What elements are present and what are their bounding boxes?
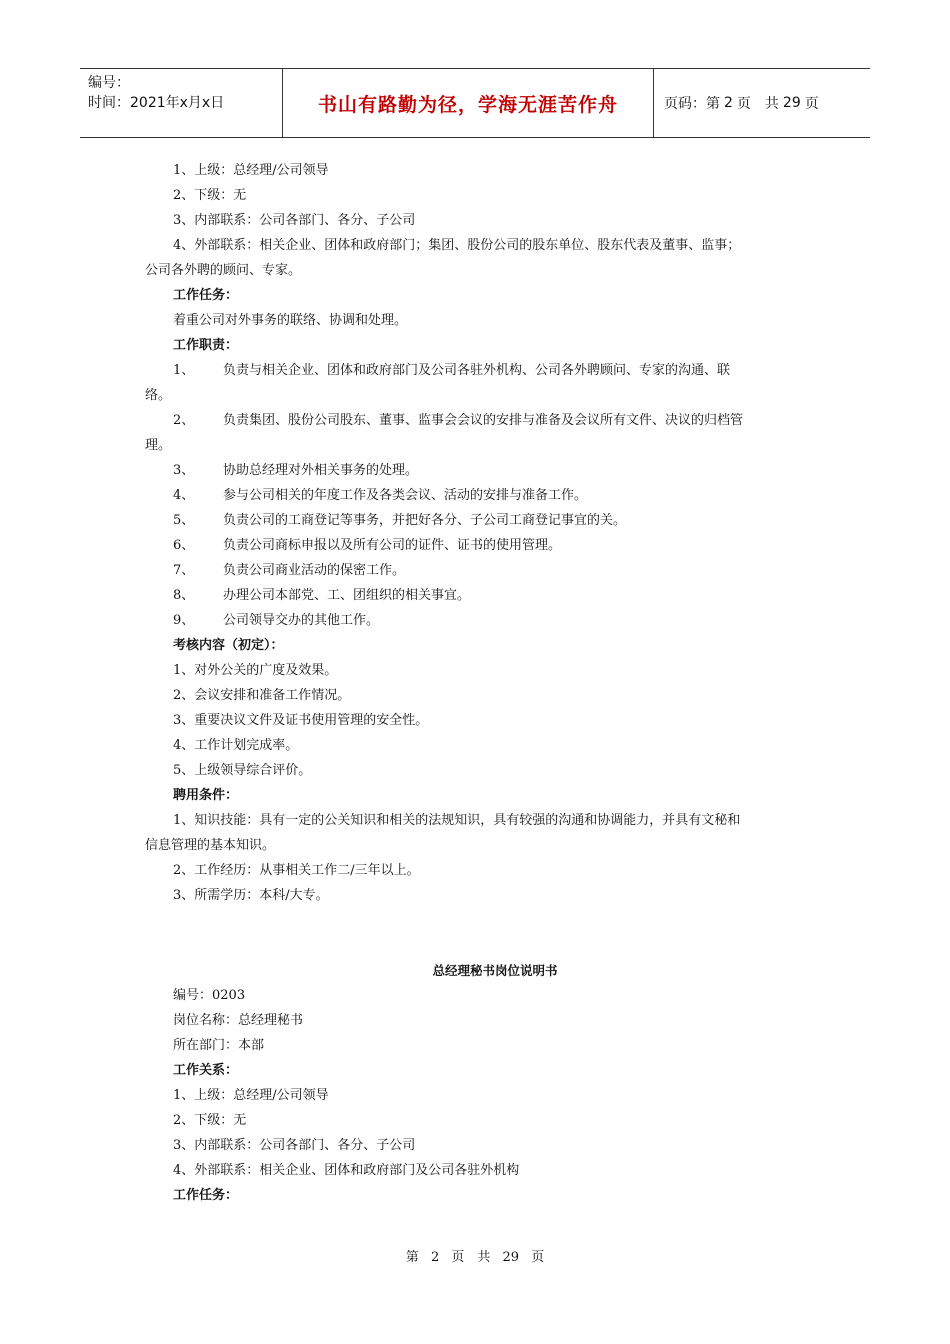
duty-text: 负责集团、股份公司股东、董事、监事会会议的安排与准备及会议所有文件、决议的归档管 [223, 413, 744, 428]
assess-item: 5、上级领导综合评价。 [173, 763, 312, 778]
header-code: 编号： [88, 75, 130, 91]
duty-item [145, 608, 805, 633]
footer-suffix: 页 [531, 1250, 545, 1265]
document-body [145, 158, 805, 1208]
duty-text: 公司领导交办的其他工作。 [223, 613, 380, 628]
position-dept: 所在部门：本部 [173, 1038, 265, 1053]
duty-number: 6、 [173, 538, 195, 553]
page-header [80, 68, 870, 138]
hire-heading: 聘用条件： [173, 788, 239, 803]
hire-continuation: 信息管理的基本知识。 [145, 838, 276, 853]
duty-number: 3、 [173, 463, 195, 478]
footer-prefix: 第 [405, 1250, 419, 1265]
section-gap [145, 908, 805, 958]
header-time: 时间：2021年x月x日 [88, 95, 225, 111]
task-heading: 工作任务： [173, 288, 239, 303]
duty-number: 4、 [173, 488, 195, 503]
duty-text: 协助总经理对外相关事务的处理。 [223, 463, 419, 478]
page-footer [0, 1246, 950, 1265]
header-page-label: 页码：第 [664, 96, 720, 112]
header-page-end: 页 [804, 96, 819, 112]
duty-item [145, 583, 805, 608]
duty-number: 5、 [173, 513, 195, 528]
relation-heading: 工作关系： [173, 1063, 239, 1078]
duty-number: 1、 [173, 363, 195, 378]
duty-text: 负责公司商业活动的保密工作。 [223, 563, 406, 578]
relation-continuation: 公司各外聘的顾问、专家。 [145, 263, 302, 278]
footer-page-num: 2 [430, 1250, 440, 1265]
section-title: 总经理秘书岗位说明书 [432, 963, 558, 978]
header-meta [80, 69, 282, 137]
footer-total: 29 [502, 1250, 520, 1265]
duty-item [145, 458, 805, 483]
duty-number: 7、 [173, 563, 195, 578]
assess-item: 1、对外公关的广度及效果。 [173, 663, 338, 678]
duty-item [145, 483, 805, 508]
duty-item [145, 558, 805, 583]
header-motto: 书山有路勤为径，学海无涯苦作舟 [317, 93, 618, 116]
assess-item: 3、重要决议文件及证书使用管理的安全性。 [173, 713, 429, 728]
duty-text: 负责公司的工商登记等事务，并把好各分、子公司工商登记事宜的关。 [223, 513, 627, 528]
relation-line: 2、下级：无 [173, 188, 247, 203]
header-motto-cell [282, 69, 654, 137]
duty-item [145, 358, 805, 383]
relation-line: 1、上级：总经理/公司领导 [173, 163, 329, 178]
position-name: 岗位名称：总经理秘书 [173, 1013, 304, 1028]
duty-text: 负责公司商标申报以及所有公司的证件、证书的使用管理。 [223, 538, 562, 553]
hire-item: 1、知识技能：具有一定的公关知识和相关的法规知识，具有较强的沟通和协调能力，并具有文秘和 [173, 813, 741, 828]
duty-continuation: 络。 [145, 388, 172, 403]
relation-line: 4、外部联系：相关企业、团体和政府部门；集团、股份公司的股东单位、股东代表及董事、监事； [173, 238, 741, 253]
assess-item: 2、会议安排和准备工作情况。 [173, 688, 351, 703]
relation-line: 2、下级：无 [173, 1113, 247, 1128]
duty-item [145, 533, 805, 558]
duty-text: 参与公司相关的年度工作及各类会议、活动的安排与准备工作。 [223, 488, 588, 503]
relation-line: 4、外部联系：相关企业、团体和政府部门及公司各驻外机构 [173, 1163, 520, 1178]
header-page-num: 2 [724, 95, 733, 111]
header-page-info [654, 69, 870, 137]
footer-mid: 页 共 [451, 1250, 491, 1265]
relation-line: 1、上级：总经理/公司领导 [173, 1088, 329, 1103]
task-heading: 工作任务： [173, 1188, 239, 1203]
duty-continuation: 理。 [145, 438, 172, 453]
duty-text: 负责与相关企业、团体和政府部门及公司各驻外机构、公司各外聘顾问、专家的沟通、联 [223, 363, 731, 378]
header-page-total: 29 [782, 95, 801, 111]
duty-number: 8、 [173, 588, 195, 603]
hire-item: 3、所需学历：本科/大专。 [173, 888, 329, 903]
header-page-mid: 页 共 [736, 96, 779, 112]
relation-line: 3、内部联系：公司各部门、各分、子公司 [173, 1138, 416, 1153]
duty-number: 9、 [173, 613, 195, 628]
position-code: 编号：0203 [173, 988, 246, 1003]
assess-heading: 考核内容（初定）： [173, 638, 284, 653]
duty-text: 办理公司本部党、工、团组织的相关事宜。 [223, 588, 471, 603]
relation-line: 3、内部联系：公司各部门、各分、子公司 [173, 213, 416, 228]
task-text: 着重公司对外事务的联络、协调和处理。 [173, 313, 408, 328]
assess-item: 4、工作计划完成率。 [173, 738, 299, 753]
duty-number: 2、 [173, 413, 195, 428]
duty-heading: 工作职责： [173, 338, 239, 353]
duty-item [145, 408, 805, 433]
hire-item: 2、工作经历：从事相关工作二/三年以上。 [173, 863, 420, 878]
duty-item [145, 508, 805, 533]
